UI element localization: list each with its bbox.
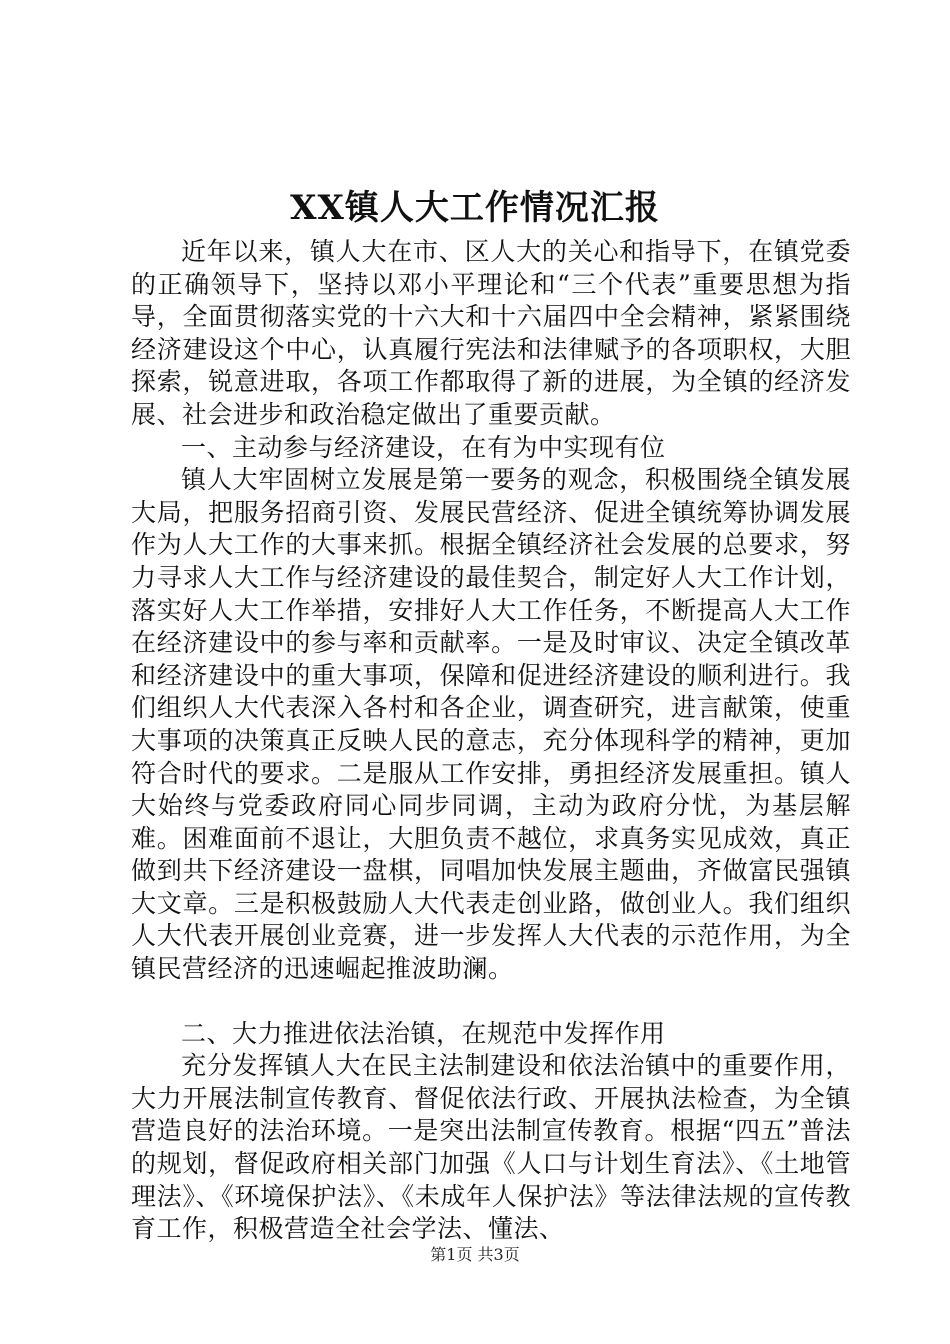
section-2-paragraph: 充分发挥镇人大在民主法制建设和依法治镇中的重要作用，大力开展法制宣传教育、督促依法行政、开展执法检查，为全镇营造良好的法治环境。一是突出法制宣传教育。根据“四五”普法的规划，督促政府相关部门加强《人口与计划生育法》、《土地管理法》、《环境保护法》、《未成年人保护法》等法律法规的宣传教育工作，积极营造全社会学法、懂法、	[131, 1051, 851, 1244]
document-body	[131, 236, 851, 1246]
page-footer: 第1页 共3页	[430, 1245, 520, 1264]
document-title: XX镇人大工作情况汇报	[290, 188, 660, 228]
section-1-paragraph: 镇人大牢固树立发展是第一要务的观念，积极围绕全镇发展大局，把服务招商引资、发展民营经济、促进全镇统筹协调发展作为人大工作的大事来抓。根据全镇经济社会发展的总要求，努力寻求人大工作与经济建设的最佳契合，制定好人大工作计划，落实好人大工作举措，安排好人大工作任务，不断提高人大工作在经济建设中的参与率和贡献率。一是及时审议、决定全镇改革和经济建设中的重大事项，保障和促进经济建设的顺利进行。我们组织人大代表深入各村和各企业，调查研究，进言献策，使重大事项的决策真正反映人民的意志，充分体现科学的精神，更加符合时代的要求。二是服从工作安排，勇担经济发展重担。镇人大始终与党委政府同心同步同调，主动为政府分忧，为基层解难。困难面前不退让，大胆负责不越位，求真务实见成效，真正做到共下经济建设一盘棋，同唱加快发展主题曲，齐做富民强镇大文章。三是积极鼓励人大代表走创业路，做创业人。我们组织人大代表开展创业竞赛，进一步发挥人大代表的示范作用，为全镇民营经济的迅速崛起推波助澜。	[131, 465, 851, 984]
intro-paragraph: 近年以来，镇人大在市、区人大的关心和指导下，在镇党委的正确领导下，坚持以邓小平理论和“三个代表”重要思想为指导，全面贯彻落实党的十六大和十六届四中全会精神，紧紧围绕经济建设这个中心，认真履行宪法和法律赋予的各项职权，大胆探索，锐意进取，各项工作都取得了新的进展，为全镇的经济发展、社会进步和政治稳定做出了重要贡献。	[131, 237, 851, 429]
section-heading-2: 二、大力推进依法治镇，在规范中发挥作用	[181, 1018, 666, 1048]
section-heading-1: 一、主动参与经济建设，在有为中实现有位	[181, 432, 666, 462]
